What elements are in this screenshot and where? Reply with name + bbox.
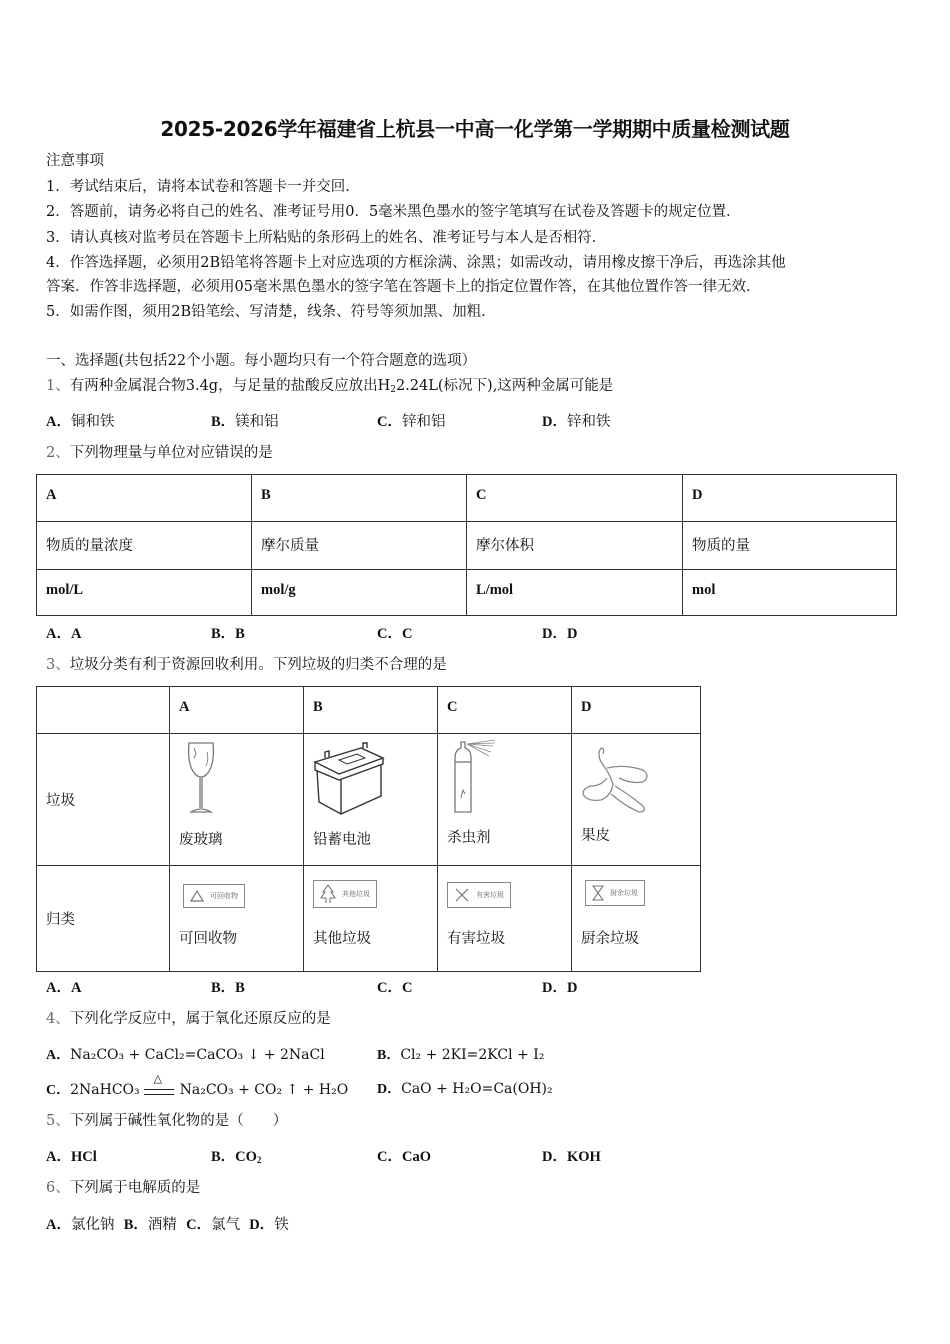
garbage-cell	[170, 734, 304, 866]
category-cell	[438, 866, 572, 972]
option-b[interactable]: B．B	[211, 980, 245, 996]
option-a[interactable]: A．HCl	[46, 1149, 97, 1165]
table-cell: L/mol	[467, 570, 683, 616]
banana-peel-icon	[581, 744, 653, 818]
option-d[interactable]: D．锌和铁	[542, 414, 611, 430]
table-header: C	[467, 475, 683, 522]
garbage-cell	[438, 734, 572, 866]
table-cell: 物质的量浓度	[37, 522, 252, 570]
question-number: 5、	[46, 1113, 70, 1129]
spray-can-icon	[447, 738, 507, 816]
option-a[interactable]: A．Na₂CO₃ + CaCl₂=CaCO₃ ↓ + 2NaCl	[46, 1047, 325, 1063]
garbage-name: 铅蓄电池	[313, 832, 371, 848]
garbage-table	[36, 686, 701, 972]
question-number: 6、	[46, 1180, 70, 1196]
table-header: A	[170, 687, 304, 734]
option-c[interactable]: C．2NaHCO₃ △ Na₂CO₃ + CO₂ ↑ + H₂O	[46, 1072, 349, 1098]
notice-item: 3．请认真核对监考员在答题卡上所粘贴的条形码上的姓名、准考证号与本人是否相符．	[46, 230, 607, 246]
question-2	[46, 444, 273, 462]
table-header: C	[438, 687, 572, 734]
table-header: D	[683, 475, 897, 522]
option-b[interactable]: B．酒精	[123, 1217, 177, 1233]
notice-item: 5．如需作图，须用2B铅笔绘、写清楚，线条、符号等须加黑、加粗．	[46, 304, 496, 320]
option-c[interactable]: C．C	[377, 980, 413, 996]
option-a[interactable]: A．A	[46, 980, 82, 996]
option-b[interactable]: B．Cl₂ + 2KI=2KCl + I₂	[377, 1047, 545, 1063]
hazardous-sign-icon: 有害垃圾	[447, 882, 511, 908]
option-d[interactable]: D．铁	[249, 1217, 289, 1233]
battery-icon	[313, 740, 385, 818]
page-title: 2025-2026学年福建省上杭县一中高一化学第一学期期中质量检测试题	[160, 117, 790, 141]
question-text: 垃圾分类有利于资源回收利用。下列垃圾的归类不合理的是	[69, 657, 447, 673]
question-number: 2、	[46, 445, 70, 461]
table-header: D	[572, 687, 701, 734]
table-header: A	[37, 475, 252, 522]
garbage-cell	[304, 734, 438, 866]
option-d[interactable]: D．D	[542, 626, 578, 642]
q6-options	[46, 1213, 289, 1234]
option-a[interactable]: A．铜和铁	[46, 414, 115, 430]
table-cell: mol/g	[252, 570, 467, 616]
question-number: 4、	[46, 1011, 70, 1027]
question-text: 下列属于电解质的是	[69, 1180, 201, 1196]
kitchen-waste-sign-icon: 厨余垃圾	[585, 880, 645, 906]
question-text: 下列化学反应中，属于氧化还原反应的是	[69, 1011, 331, 1027]
units-table	[36, 474, 897, 616]
garbage-cell	[572, 734, 701, 866]
table-cell: 物质的量	[683, 522, 897, 570]
category-name: 有害垃圾	[447, 931, 505, 947]
table-cell: mol	[683, 570, 897, 616]
question-text: 有两种金属混合物3.4g，与足量的盐酸反应放出H	[69, 378, 391, 394]
option-c[interactable]: C．锌和铝	[377, 414, 446, 430]
category-name: 厨余垃圾	[581, 931, 639, 947]
garbage-name: 废玻璃	[179, 832, 223, 848]
option-d[interactable]: D．KOH	[542, 1149, 601, 1165]
section-heading: 一、选择题(共包括22个小题。每小题均只有一个符合题意的选项）	[46, 353, 477, 369]
option-c[interactable]: C．CaO	[377, 1149, 431, 1165]
question-number: 3、	[46, 657, 70, 673]
question-text: 2.24L(标况下),这两种金属可能是	[395, 378, 614, 394]
table-cell: mol/L	[37, 570, 252, 616]
option-b[interactable]: B．镁和铝	[211, 414, 279, 430]
question-text: 下列物理量与单位对应错误的是	[69, 445, 273, 461]
recyclable-sign-icon: 可回收物	[183, 884, 245, 908]
question-number: 1、	[46, 378, 70, 394]
heat-condition-icon: △	[144, 1078, 174, 1096]
option-d[interactable]: D．CaO + H₂O=Ca(OH)₂	[377, 1081, 553, 1097]
garbage-name: 杀虫剂	[447, 830, 491, 846]
option-d[interactable]: D．D	[542, 980, 578, 996]
table-cell: 摩尔质量	[252, 522, 467, 570]
category-cell	[304, 866, 438, 972]
table-cell: 摩尔体积	[467, 522, 683, 570]
option-c[interactable]: C．C	[377, 626, 413, 642]
notice-item: 1．考试结束后，请将本试卷和答题卡一并交回．	[46, 179, 360, 195]
table-header	[37, 687, 170, 734]
table-header: B	[304, 687, 438, 734]
category-name: 可回收物	[179, 931, 237, 947]
question-6	[46, 1179, 200, 1197]
notice-item: 2．答题前，请务必将自己的姓名、准考证号用0．5毫米黑色墨水的签字笔填写在试卷及答题卡的规定位置．	[46, 204, 741, 220]
row-label: 垃圾	[37, 734, 170, 866]
row-label: 归类	[37, 866, 170, 972]
table-header: B	[252, 475, 467, 522]
garbage-name: 果皮	[581, 828, 610, 844]
question-3	[46, 656, 447, 674]
wine-glass-icon	[183, 740, 223, 818]
notice-item: 4．作答选择题，必须用2B铅笔将答题卡上对应选项的方框涂满、涂黑；如需改动，请用橡皮擦干净后，再选涂其他	[46, 255, 786, 271]
option-a[interactable]: A．A	[46, 626, 82, 642]
question-1	[46, 377, 613, 399]
option-b[interactable]: B．B	[211, 626, 245, 642]
option-a[interactable]: A．氯化钠	[46, 1217, 115, 1233]
category-cell	[572, 866, 701, 972]
other-waste-sign-icon: 其他垃圾	[313, 880, 377, 908]
option-c[interactable]: C．氯气	[186, 1217, 241, 1233]
question-4	[46, 1010, 331, 1028]
notice-item: 答案．作答非选择题，必须用05毫米黑色墨水的签字笔在答题卡上的指定位置作答，在其他位置作答一律无效．	[46, 279, 761, 295]
option-b[interactable]: B．$CO_2$	[211, 1149, 262, 1165]
notice-heading: 注意事项	[46, 153, 104, 169]
category-cell	[170, 866, 304, 972]
category-name: 其他垃圾	[313, 931, 371, 947]
question-text: 下列属于碱性氧化物的是（ ）	[69, 1113, 288, 1129]
question-5	[46, 1112, 287, 1130]
subscript: 2	[390, 385, 396, 395]
